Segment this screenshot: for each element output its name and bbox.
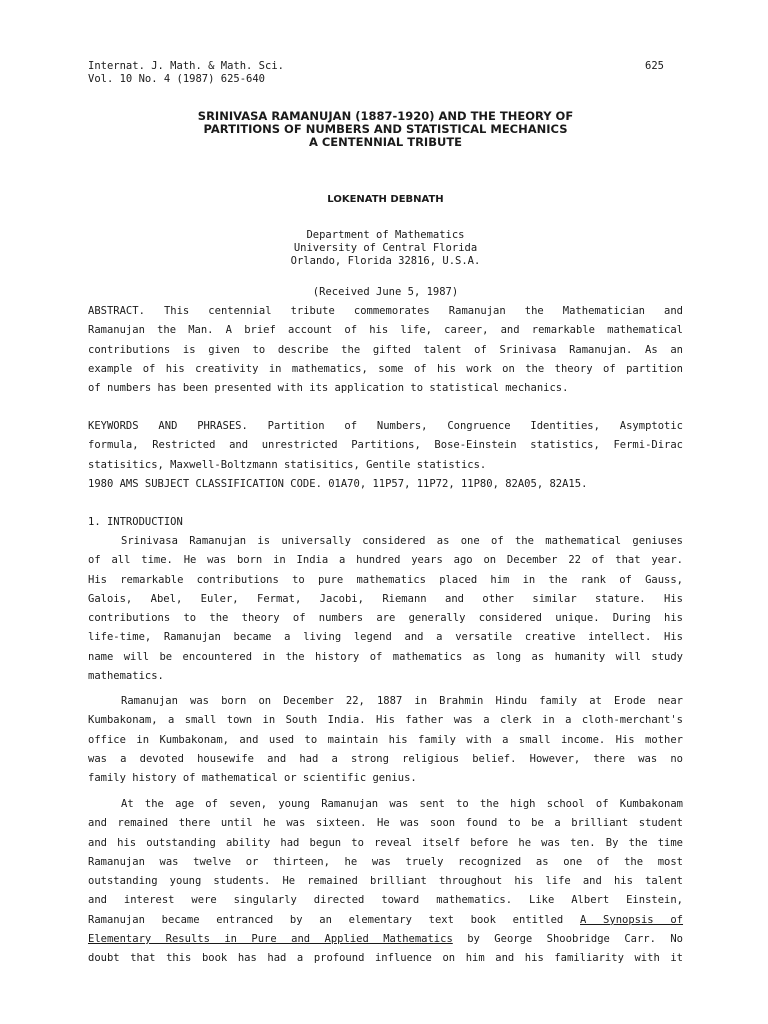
paragraph-line: name will be encountered in the history of mathematics as long as humanity will study: [88, 650, 683, 663]
keywords-line: statisitics, Maxwell-Boltzmann statisitics, Gentile statistics.: [88, 458, 487, 471]
keywords-line: formula, Restricted and unrestricted Partitions, Bose-Einstein statistics, Fermi-Dirac: [88, 439, 683, 452]
abstract-line: Ramanujan the Man. A brief account of his life, career, and remarkable mathematical: [88, 324, 683, 337]
abstract: [88, 302, 683, 398]
intro-paragraph-3: [88, 795, 683, 969]
ams-classification: 1980 AMS SUBJECT CLASSIFICATION CODE. 01A70, 11P57, 11P72, 11P80, 82A05, 82A15.: [88, 477, 588, 490]
paragraph-line: life-time, Ramanujan became a living legend and a versatile creative intellect. His: [88, 631, 683, 644]
journal-volume: Vol. 10 No. 4 (1987) 625-640: [88, 73, 266, 85]
paragraph-line: and remained there until he was sixteen. He was soon found to be a brilliant student: [88, 817, 683, 830]
received-date: (Received June 5, 1987): [312, 286, 459, 298]
title-line: SRINIVASA RAMANUJAN (1887-1920) AND THE THEORY OF: [197, 109, 574, 123]
paragraph-line: family history of mathematical or scientific genius.: [88, 772, 417, 785]
abstract-line: example of his creativity in mathematics, some of his work on the theory of partition: [88, 362, 683, 375]
paragraph-line: Galois, Abel, Euler, Fermat, Jacobi, Riemann and other similar stature. His: [88, 592, 683, 605]
author-affiliation: [88, 229, 683, 268]
title-line: PARTITIONS OF NUMBERS AND STATISTICAL MECHANICS: [203, 122, 568, 136]
paragraph-line: At the age of seven, young Ramanujan was sent to the high school of Kumbakonam: [121, 798, 683, 810]
title-line: A CENTENNIAL TRIBUTE: [308, 135, 463, 149]
intro-paragraph-2: [88, 692, 683, 788]
paragraph-line: mathematics.: [88, 670, 164, 683]
intro-paragraph-1: [88, 532, 683, 686]
keywords-line: KEYWORDS AND PHRASES. Partition of Numbers, Congruence Identities, Asymptotic: [88, 420, 683, 432]
page-number: 625: [645, 60, 664, 72]
paragraph-line: contributions to the theory of numbers are generally considered unique. During his: [88, 612, 683, 625]
paragraph-line: Ramanujan was born on December 22, 1887 in Brahmin Hindu family at Erode near: [121, 695, 683, 707]
paragraph-line: [88, 930, 683, 949]
book-title-underlined: A Synopsis of: [580, 913, 684, 926]
paper-title: [88, 110, 683, 149]
paragraph-line: was a devoted housewife and had a strong religious belief. However, there was no: [88, 752, 683, 765]
affiliation-line: University of Central Florida: [293, 242, 478, 254]
paragraph-line: of all time. He was born in India a hundred years ago on December 22 of that year.: [88, 554, 683, 567]
line-text: Ramanujan became entranced by an elementary text book entitled: [88, 913, 564, 926]
affiliation-line: Orlando, Florida 32816, U.S.A.: [290, 255, 481, 267]
abstract-line: ABSTRACT. This centennial tribute commemorates Ramanujan the Mathematician and: [88, 305, 683, 317]
author-name: LOKENATH DEBNATH: [327, 194, 444, 205]
abstract-line: of numbers has been presented with its application to statistical mechanics.: [88, 382, 569, 395]
paragraph-line: Ramanujan was twelve or thirteen, he was truely recognized as one of the most: [88, 855, 683, 868]
paragraph-line: office in Kumbakonam, and used to maintain his family with a small income. His mother: [88, 733, 683, 746]
paragraph-line: Srinivasa Ramanujan is universally considered as one of the mathematical geniuses: [121, 535, 683, 547]
line-text: by George Shoobridge Carr. No: [452, 933, 684, 946]
journal-reference: [88, 60, 284, 86]
paragraph-line: and his outstanding ability had begun to reveal itself before he was ten. By the time: [88, 836, 683, 849]
paragraph-line: and interest were singularly directed toward mathematics. Like Albert Einstein,: [88, 894, 683, 907]
section-heading: 1. INTRODUCTION: [88, 516, 183, 528]
affiliation-line: Department of Mathematics: [306, 229, 465, 241]
paragraph-line: Kumbakonam, a small town in South India. His father was a clerk in a cloth-merchant's: [88, 714, 683, 727]
journal-name: Internat. J. Math. & Math. Sci.: [88, 60, 284, 72]
paragraph-line: doubt that this book has had a profound influence on him and his familiarity with it: [88, 952, 683, 965]
paragraph-line: [88, 911, 683, 930]
paragraph-line: outstanding young students. He remained brilliant throughout his life and his talent: [88, 875, 683, 888]
book-title-underlined: Elementary Results in Pure and Applied Mathematics: [88, 933, 453, 946]
abstract-line: contributions is given to describe the gifted talent of Srinivasa Ramanujan. As an: [88, 343, 683, 356]
keywords: [88, 417, 683, 494]
paragraph-line: His remarkable contributions to pure mathematics placed him in the rank of Gauss,: [88, 573, 683, 586]
